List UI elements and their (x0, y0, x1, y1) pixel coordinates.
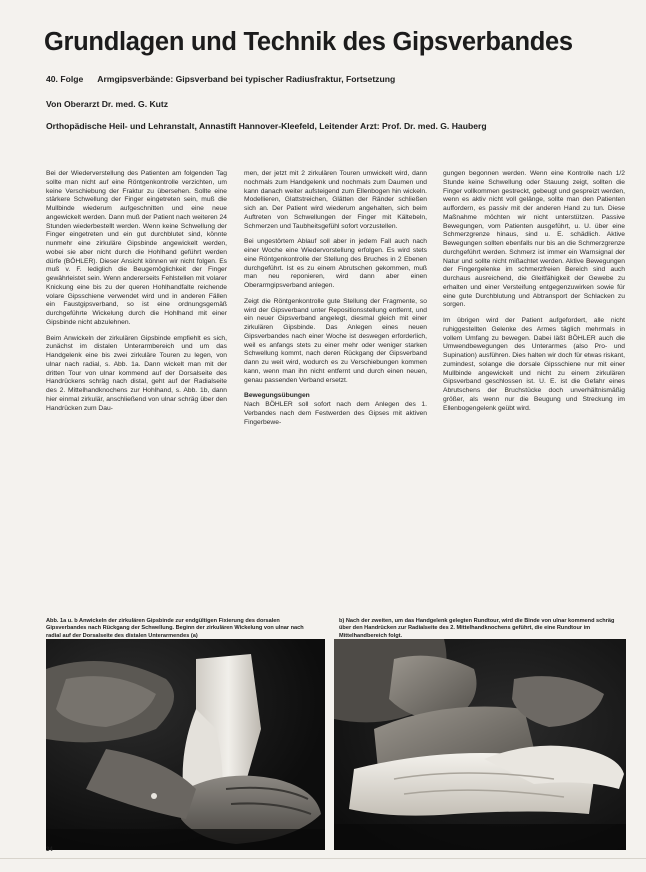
photo-hands-cast-right (334, 639, 626, 850)
paragraph: men, der jetzt mit 2 zirkulären Touren umwickelt wird, dann nochmals zum Handgelenk und nochmals zum Daumen und kann danach weiter aufsteigend zum Ellenbogen hin wickeln. Modellieren, Glattstreichen, Glätten der Ränder schließen sich an. Der Patient wird wiederum angehalten, sich beim Auftreten von Schwellungen der Finger mit Kältebeln, Schmerzen und Taubheitsgefühl sofort vorzustellen. (244, 170, 427, 230)
paragraph: Nach BÖHLER soll sofort nach dem Anlegen des 1. Verbandes nach dem Festwerden des Gipses mit aktiven Fingerbewe- (244, 401, 427, 426)
text-column-3 (443, 170, 625, 420)
figure-caption-right: b) Nach der zweiten, um das Handgelenk gelegten Rundtour, wird die Binde von ulnar kommend schräg über den Handrücken zur Radialseite des 2. Mittelhandknochens geführt, die eine Rundtour im Mittelhandbereich folgt. (339, 618, 615, 639)
text-column-1 (46, 170, 227, 420)
figure-caption-left: Abb. 1a u. b Anwickeln der zirkulären Gipsbinde zur endgültigen Fixierung des dorsalen Gipsverbandes nach Rückgang der Schwellung. Beginn der zirkulären Wickelung von ulnar nach radial auf der Dorsalseite des distalen Unterarmendes (a) (46, 618, 304, 639)
page-bottom-edge (0, 858, 646, 859)
paragraph: Beim Anwickeln der zirkulären Gipsbinde empfiehlt es sich, zunächst im distalen Unterarmbereich und um das Handgelenk eine bis zwei zirkuläre Touren zu legen, von ulnar nach radial, s. Abb. 1a. Dann wickelt man mit der dritten Tour von ulnar kommend auf der Dorsalseite des Handrückens schräg nach distal, geht auf der Radialseite des 2. Mittelhandknochens zur Hohlhand, s. Abb. 1b, dann hier einmal zirkulär, anschließend von ulnar schräg über den Handrücken zum Dau- (46, 334, 227, 412)
series-line (46, 74, 395, 84)
series-topic: Armgipsverbände: Gipsverband bei typischer Radiusfraktur, Fortsetzung (97, 74, 396, 84)
page-number: 34 (46, 847, 53, 853)
paragraph: Zeigt die Röntgenkontrolle gute Stellung der Fragmente, so wird der Gipsverband unter Repositionsstellung entfernt, und ein neuer Gipsverband angelegt, diesmal gleich mit einer zirkulären Gipsbinde. Das Anlegen eines neuen Gipsverbandes nach einer Woche ist deswegen erforderlich, weil es anfangs stets zu einer mehr oder weniger starken Schwellung kommt, nach deren Rückgang der Gipsverband dann zu weit wird, wodurch es zu Verschiebungen kommen kann, wenn man ihn nicht entfernt und durch einen neuen, genau passenden Verband ersetzt. (244, 297, 427, 384)
section-heading: Bewegungsübungen (244, 392, 310, 400)
institution-line: Orthopädische Heil- und Lehranstalt, Annastift Hannover-Kleefeld, Leitender Arzt: Prof. Dr. med. G. Hauberg (46, 121, 487, 131)
text-column-2 (244, 170, 427, 434)
figure-photo-right (334, 639, 626, 850)
paragraph: Bei ungestörtem Ablauf soll aber in jedem Fall auch nach einer Woche eine Wiedervorstellung erfolgen. Es wird stets eine Röntgenkontrolle der Stellung des Bruches in 2 Ebenen durchgeführt. Ist es zu einem Abrutschen gekommen, muß man neu reponieren, wird dann aber einen Oberarmgipsverband anlegen. (244, 238, 427, 289)
paragraph: Im übrigen wird der Patient aufgefordert, alle nicht ruhiggestellten Gelenke des Armes täglich mehrmals in vollem Umfang zu bewegen. Dabei läßt BÖHLER auch die Umwendbewegungen des Unterarmes (also Pro- und Supination) ausführen. Dies halten wir doch für etwas riskant, zumindest, solange die dorsale Gipsschiene nur mit einer Mullbinde angewickelt und nicht zu einem zirkulären Gipsverband geschlossen ist. U. E. ist die Gefahr eines Abrutschens der Bruchstücke doch unverhältnismäßig größer, als wenn nur die Beugung und Streckung im Ellenbogengelenk geübt wird. (443, 317, 625, 412)
photo-hands-cast-left (46, 639, 325, 850)
figure-photo-left (46, 639, 325, 850)
paragraph: gungen begonnen werden. Wenn eine Kontrolle nach 1/2 Stunde keine Schwellung oder Stauung zeigt, sollten die Finger vollkommen gestreckt, gebeugt und gespreizt werden, wenn es aktiv nicht voll gelänge, sollte man den Patienten auffordern, es passiv mit der anderen Hand zu tun. Diese Maßnahme möchten wir nicht unterstützen. Passive Bewegungen, vom Patienten ausgeführt, u. U. über eine Schmerzgrenze hinaus, sind u. E. schädlich. Aktive Bewegungen sollten ebenfalls nur bis an die Schmerzgrenze durchgeführt werden. Schmerz ist immer ein Warnsignal der Natur und sollte nicht mißachtet werden. Aktive Bewegungen der Fingergelenke im schmerzfreien Bereich sind auch durchaus ausreichend, die Gleitfähigkeit der Gewebe zu erhalten und einer Versteifung entgegenzuwirken sowie für eine gute Durchblutung und Abtransport der Schlacken zu sorgen. (443, 170, 625, 309)
paragraph: Bei der Wiederverstellung des Patienten am folgenden Tag sollte man nicht auf eine Röntgenkontrolle verzichten, um keine Verschiebung der Fraktur zu übersehen. Sollte eine stärkere Schwellung der Finger eingetreten sein, muß die Mullbinde wiederum aufgeschnitten und eine neue angewickelt werden. Dann muß der Patient nach weiteren 24 Stunden wiederbestellt werden. Wenn keine Schwellung der Finger eingetreten und ein gut durchblutet sind, könnte nunmehr eine zirkuläre Gipsbinde angewickelt werden, wobei sie aber nicht durch die Hohlhand geführt werden dürfe (BÖHLER). Dieser Ansicht können wir nicht folgen. Es muß v. F. lediglich die Beugemöglichkeit der Finger gewährleistet sein. Wenn andererseits Fehlstellen mit volarer Knickung eine bis zu der queren Hohlhandfalte reichende volare Gipsschiene verwendet wird und in anderen Fällen ein Faustgipsverband, so ist eine ordnungsgemäß durchgeführte Wickelung durch die Hohlhand mit einer Gipsbinde nicht abzulehnen. (46, 170, 227, 326)
series-label: 40. Folge (46, 74, 84, 84)
article-title: Grundlagen und Technik des Gipsverbandes (44, 28, 573, 56)
author-line: Von Oberarzt Dr. med. G. Kutz (46, 99, 169, 109)
